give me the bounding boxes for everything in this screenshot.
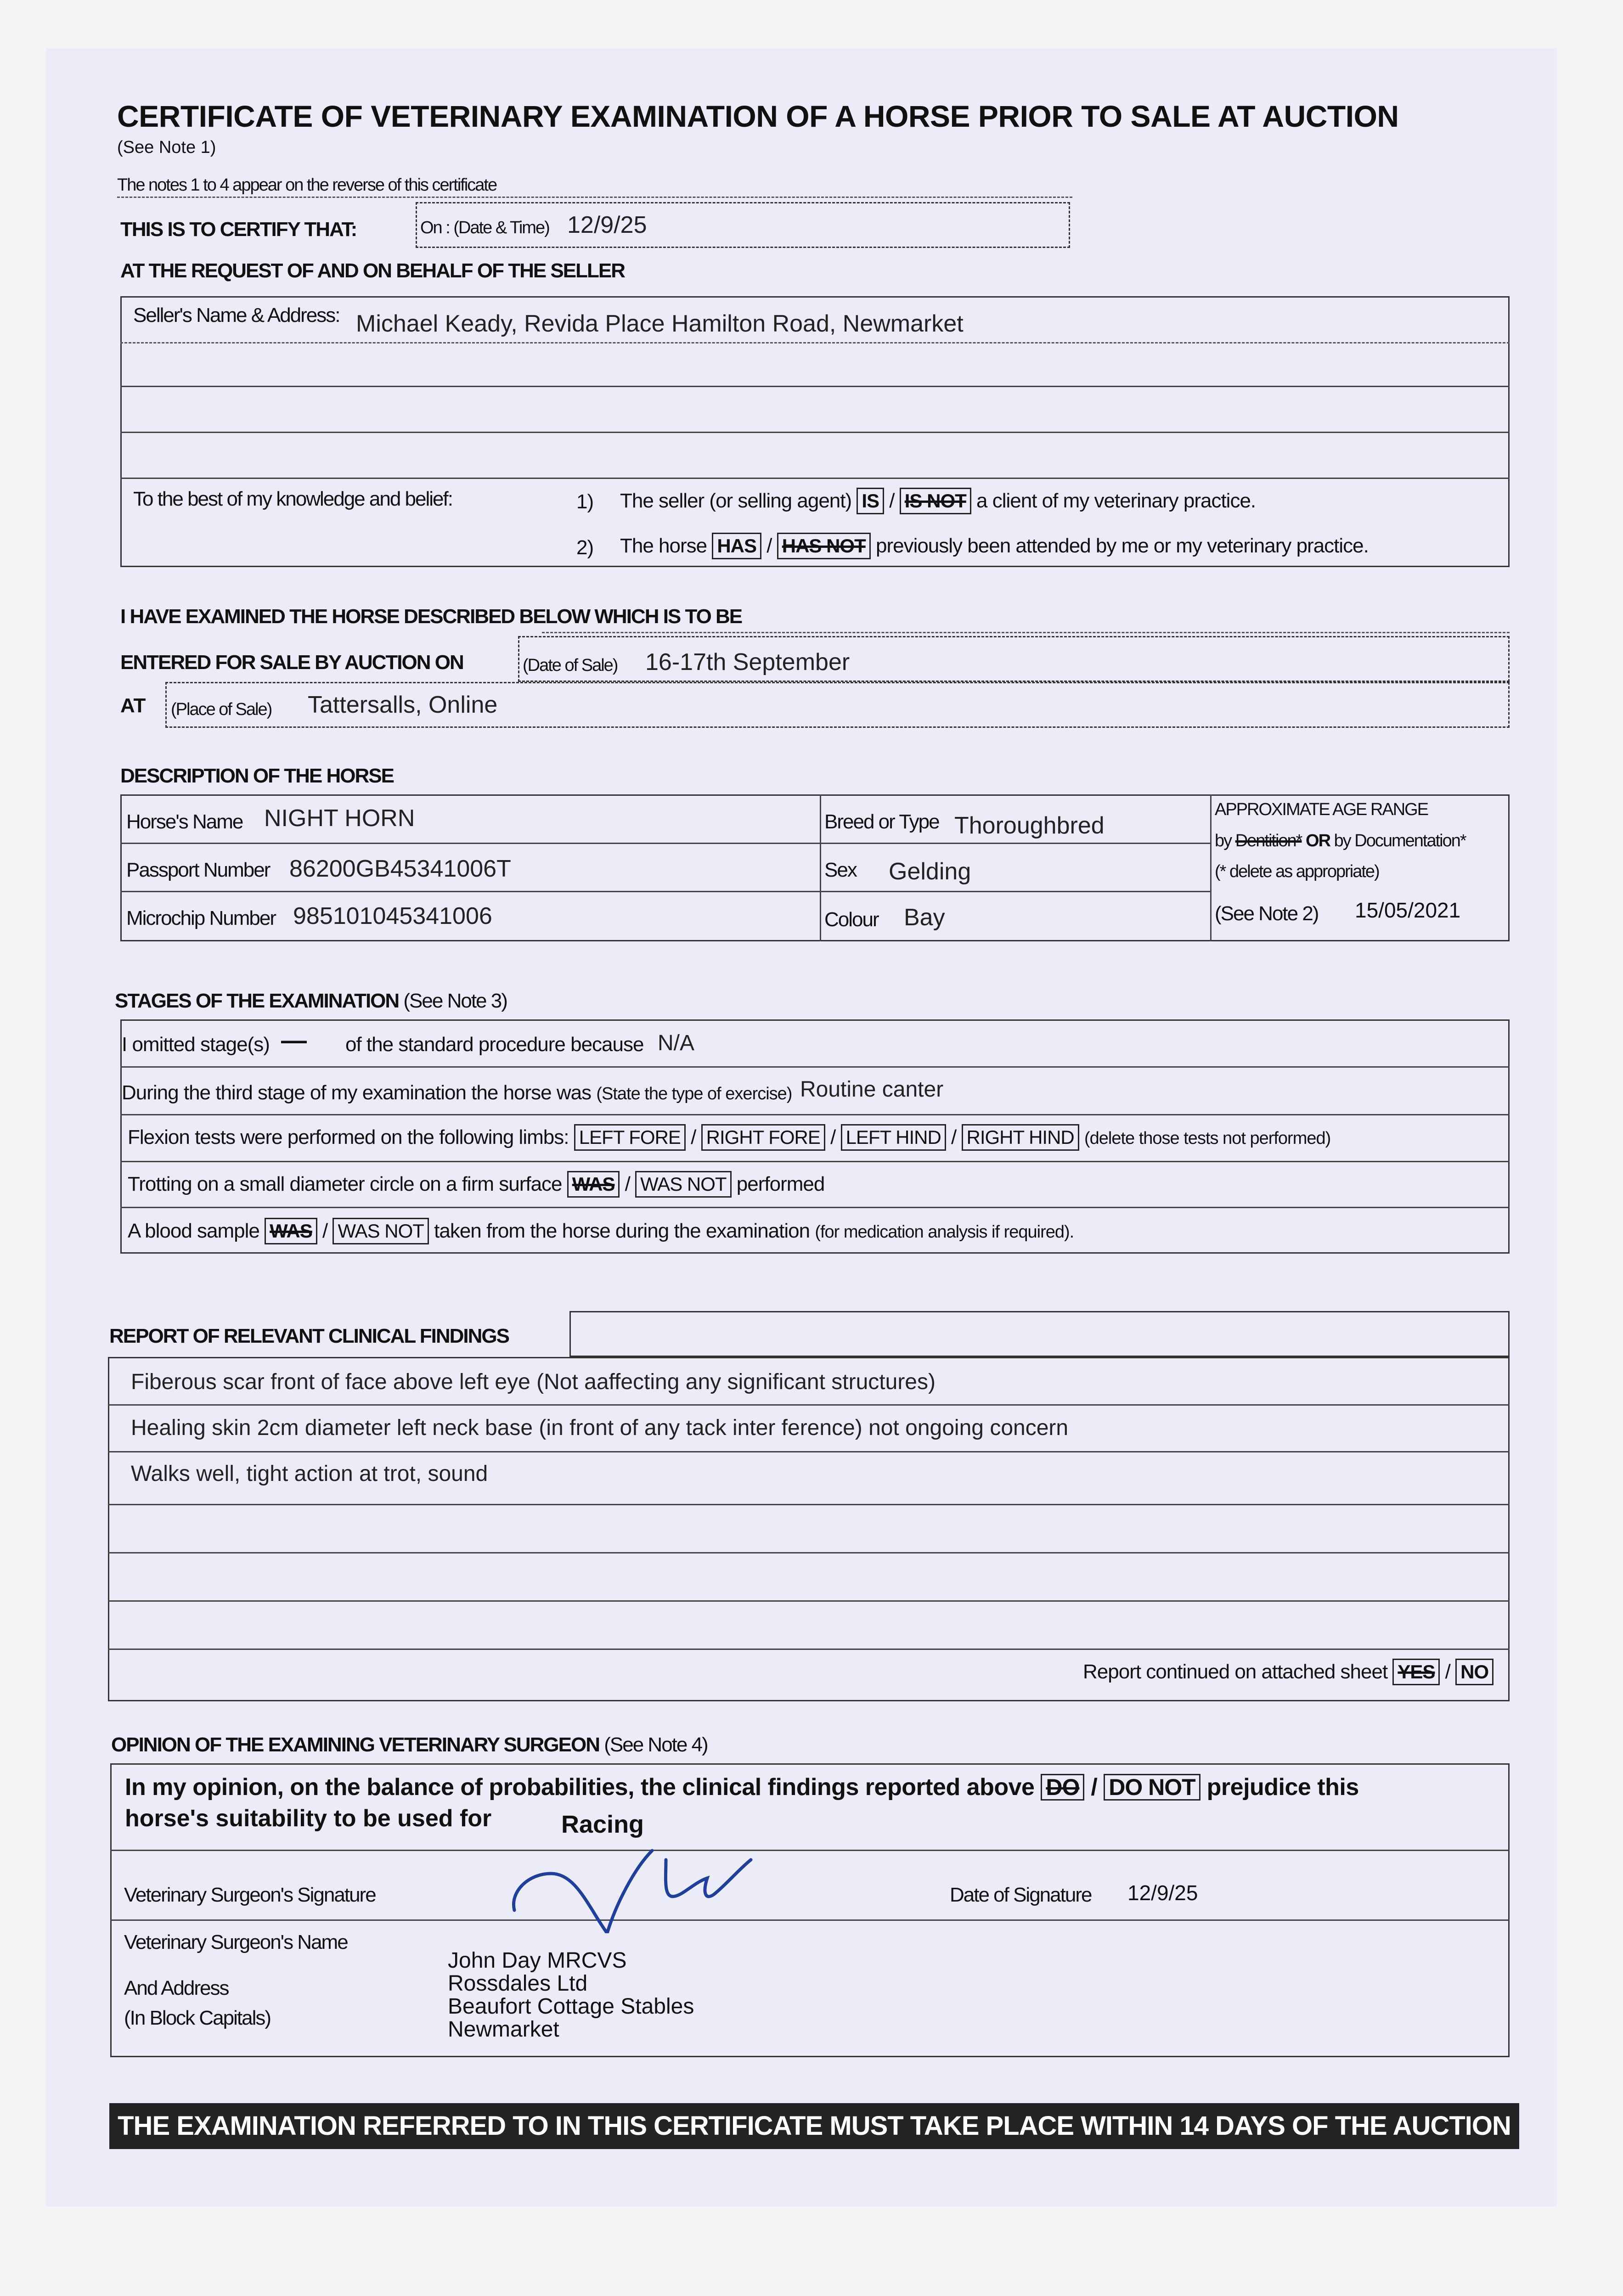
report-heading-box: [569, 1311, 1510, 1357]
opinion-line-2: [110, 1919, 1510, 1921]
blood-text-a: A blood sample: [128, 1220, 259, 1242]
item1-row: [620, 488, 1256, 514]
continued-no-option: NO: [1455, 1659, 1493, 1685]
omitted-reason: N/A: [658, 1031, 695, 1055]
colour-label: Colour: [824, 908, 879, 931]
limb-left-hind: LEFT HIND: [841, 1124, 946, 1151]
stages-heading-row: [115, 990, 507, 1013]
passport-label: Passport Number: [126, 859, 270, 881]
microchip-value: 985101045341006: [293, 903, 492, 929]
date-signature-value: 12/9/25: [1127, 1881, 1198, 1905]
description-heading: DESCRIPTION OF THE HORSE: [120, 765, 394, 787]
third-stage-value: Routine canter: [800, 1077, 944, 1102]
item1-num: 1): [576, 490, 594, 513]
vet-block-label: (In Block Capitals): [124, 2007, 271, 2029]
age-or: OR: [1306, 831, 1330, 850]
item1-separator: /: [889, 490, 895, 512]
seller-label: Seller's Name & Address:: [133, 304, 340, 326]
omitted-value: —: [281, 1025, 307, 1054]
stages-row-line-1: [120, 1066, 1510, 1068]
opinion-text-a: In my opinion, on the balance of probabilities, the clinical findings reported above: [125, 1774, 1035, 1801]
at-label: AT: [120, 694, 146, 717]
signature-label: Veterinary Surgeon's Signature: [124, 1884, 376, 1906]
blood-text-b: taken from the horse during the examination: [434, 1220, 810, 1242]
opinion-note: (See Note 4): [604, 1733, 708, 1756]
report-heading: REPORT OF RELEVANT CLINICAL FINDINGS: [109, 1325, 509, 1347]
age-method-row: [1215, 831, 1466, 851]
colour-value: Bay: [904, 904, 945, 931]
blood-hint: (for medication analysis if required).: [815, 1222, 1074, 1242]
age-see-note-2: (See Note 2): [1215, 902, 1319, 925]
stages-row-line-4: [120, 1207, 1510, 1208]
flexion-text: Flexion tests were performed on the following limbs:: [128, 1126, 569, 1148]
horse-row-line-4: [820, 891, 1210, 892]
limb-right-hind: RIGHT HIND: [962, 1124, 1079, 1151]
continued-label: Report continued on attached sheet: [1083, 1660, 1388, 1683]
place-of-sale-value: Tattersalls, Online: [308, 692, 498, 718]
item2-separator: /: [766, 535, 772, 557]
findings-line-5: [108, 1600, 1510, 1602]
age-delete-note: (* delete as appropriate): [1215, 862, 1379, 881]
item2-text-b: previously been attended by me or my veterinary practice.: [875, 535, 1369, 557]
item2-num: 2): [576, 536, 594, 559]
stages-row-line-3: [120, 1161, 1510, 1162]
omitted-text-b: of the standard procedure because: [345, 1033, 644, 1056]
flexion-row: Flexion tests were performed on the following limbs: LEFT FORE / RIGHT FORE / LEFT HIND / RIGHT HIND (delete those tests not performed): [128, 1124, 1330, 1151]
finding-3: Walks well, tight action at trot, sound: [131, 1462, 488, 1486]
on-date-value: 12/9/25: [567, 212, 647, 238]
breed-label: Breed or Type: [824, 810, 939, 833]
vet-name-label: Veterinary Surgeon's Name: [124, 1931, 348, 1953]
examined-underline: [542, 632, 1510, 633]
vet-line-4: Newmarket: [448, 2017, 559, 2042]
notes-underline: [117, 197, 1072, 198]
continued-row: Report continued on attached sheet YES / NO: [1083, 1659, 1493, 1685]
finding-2: Healing skin 2cm diameter left neck base (in front of any tack inter ference) not ongoing concern: [131, 1416, 1069, 1440]
vet-address-label: And Address: [124, 1977, 229, 1999]
trot-row: Trotting on a small diameter circle on a firm surface WAS / WAS NOT performed: [128, 1171, 824, 1198]
item2-has-not-option: HAS NOT: [777, 533, 871, 559]
seller-value: Michael Keady, Revida Place Hamilton Road, Newmarket: [356, 310, 964, 337]
opinion-statement-row: In my opinion, on the balance of probabilities, the clinical findings reported above DO / DO NOT prejudice this: [125, 1774, 1359, 1801]
opinion-do-not-option: DO NOT: [1104, 1774, 1200, 1801]
sex-value: Gelding: [889, 858, 971, 885]
item1-text-b: a client of my veterinary practice.: [976, 490, 1256, 512]
omitted-text-a: I omitted stage(s): [122, 1033, 270, 1056]
opinion-line-1: [110, 1850, 1510, 1851]
age-by: by: [1215, 831, 1232, 850]
date-signature-label: Date of Signature: [950, 1884, 1092, 1906]
seller-line-2: [120, 386, 1510, 387]
certify-label: THIS IS TO CERTIFY THAT:: [120, 218, 357, 241]
findings-line-4: [108, 1552, 1510, 1553]
knowledge-label: To the best of my knowledge and belief:: [133, 488, 452, 510]
third-stage-hint: (State the type of exercise): [596, 1084, 792, 1103]
opinion-heading-row: [111, 1733, 708, 1756]
certificate-title: CERTIFICATE OF VETERINARY EXAMINATION OF A HORSE PRIOR TO SALE AT AUCTION: [117, 99, 1399, 133]
age-heading: APPROXIMATE AGE RANGE: [1215, 800, 1428, 819]
vet-signature: [501, 1841, 758, 1933]
footer-banner: THE EXAMINATION REFERRED TO IN THIS CERTIFICATE MUST TAKE PLACE WITHIN 14 DAYS OF THE AUCTION: [109, 2103, 1519, 2149]
flexion-hint: (delete those tests not performed): [1084, 1129, 1331, 1148]
passport-value: 86200GB45341006T: [289, 855, 511, 882]
seller-line-4: [120, 478, 1510, 479]
limb-left-fore: LEFT FORE: [574, 1124, 686, 1151]
sex-label: Sex: [824, 859, 857, 881]
third-stage-text: During the third stage of my examination the horse was: [122, 1081, 592, 1104]
opinion-text-b: prejudice this: [1206, 1774, 1359, 1801]
item1-is-option: IS: [857, 488, 884, 514]
limb-right-fore: RIGHT FORE: [701, 1124, 825, 1151]
horse-name-label: Horse's Name: [126, 810, 243, 833]
examined-line-2: ENTERED FOR SALE BY AUCTION ON: [120, 651, 463, 674]
notes-text: The notes 1 to 4 appear on the reverse of this certificate: [117, 175, 497, 195]
vet-line-1: John Day MRCVS: [448, 1948, 627, 1973]
place-of-sale-label: (Place of Sale): [171, 700, 272, 719]
blood-was-not-option: WAS NOT: [332, 1218, 428, 1244]
horse-col-divider-1: [820, 794, 821, 941]
horse-row-line-3: [820, 843, 1210, 844]
age-value: 15/05/2021: [1355, 898, 1461, 922]
blood-row: A blood sample WAS / WAS NOT taken from the horse during the examination (for medication analysis if required).: [128, 1218, 1074, 1244]
breed-value: Thoroughbred: [954, 812, 1105, 839]
seller-line-1: [120, 342, 1510, 343]
trot-text-a: Trotting on a small diameter circle on a firm surface: [128, 1173, 562, 1195]
blood-was-option: WAS: [265, 1218, 317, 1244]
findings-line-3: [108, 1504, 1510, 1505]
vet-details: [448, 1949, 694, 2041]
finding-1: Fiberous scar front of face above left eye (Not aaffecting any significant structures): [131, 1370, 935, 1394]
findings-line-1: [108, 1404, 1510, 1406]
trot-was-not-option: WAS NOT: [635, 1171, 731, 1198]
stages-row-line-2: [120, 1114, 1510, 1115]
item2-has-option: HAS: [712, 533, 761, 559]
horse-name-value: NIGHT HORN: [264, 805, 415, 832]
seller-line-3: [120, 432, 1510, 433]
opinion-heading: OPINION OF THE EXAMINING VETERINARY SURGEON: [111, 1733, 600, 1756]
stages-heading: STAGES OF THE EXAMINATION: [115, 990, 399, 1012]
date-of-sale-label: (Date of Sale): [523, 656, 618, 675]
vet-line-2: Rossdales Ltd: [448, 1971, 588, 1996]
findings-line-2: [108, 1451, 1510, 1452]
item2-row: [620, 533, 1369, 559]
horse-row-line-2: [120, 891, 821, 892]
age-by-documentation: by Documentation*: [1334, 831, 1466, 850]
trot-was-option: WAS: [567, 1171, 620, 1198]
on-date-label: On : (Date & Time): [420, 218, 549, 237]
vet-line-3: Beaufort Cottage Stables: [448, 1994, 694, 2019]
request-label: AT THE REQUEST OF AND ON BEHALF OF THE SELLER: [120, 259, 625, 282]
age-dentition: Dentition*: [1235, 831, 1302, 850]
third-stage-row: [122, 1081, 792, 1104]
trot-text-b: performed: [736, 1173, 825, 1195]
findings-line-6: [108, 1649, 1510, 1650]
examined-line-1: I HAVE EXAMINED THE HORSE DESCRIBED BELOW WHICH IS TO BE: [120, 605, 742, 628]
stages-note: (See Note 3): [403, 990, 507, 1012]
item1-is-not-option: IS NOT: [900, 488, 971, 514]
opinion-use-value: Racing: [561, 1811, 644, 1838]
opinion-do-option: DO: [1041, 1774, 1084, 1801]
horse-row-line-1: [120, 843, 821, 844]
microchip-label: Microchip Number: [126, 907, 276, 929]
item2-text-a: The horse: [620, 535, 707, 557]
see-note-1: (See Note 1): [117, 138, 216, 157]
horse-col-divider-2: [1210, 794, 1212, 941]
item1-text-a: The seller (or selling agent): [620, 490, 852, 512]
continued-yes-option: YES: [1392, 1659, 1440, 1685]
opinion-text-c: horse's suitability to be used for: [125, 1805, 492, 1832]
date-of-sale-value: 16-17th September: [645, 649, 850, 675]
